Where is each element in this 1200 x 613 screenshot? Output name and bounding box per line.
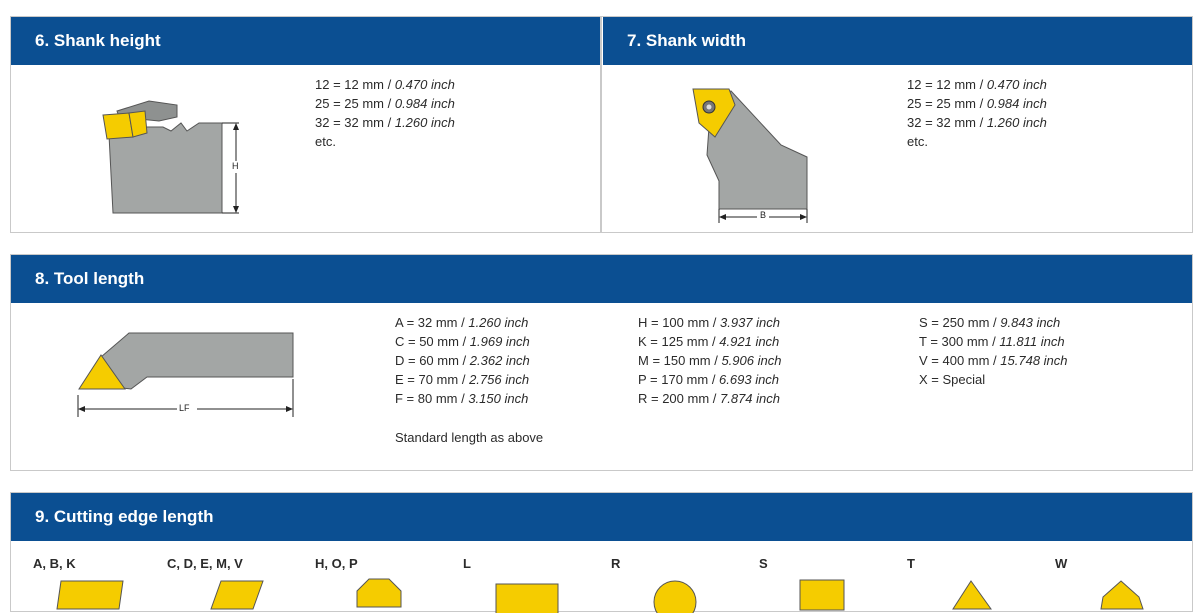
standard-length-note: Standard length as above bbox=[395, 430, 544, 445]
value-line: X = Special bbox=[919, 372, 986, 387]
value-line: V = 400 mm / 15.748 inch bbox=[919, 353, 1068, 368]
trigon-insert-icon bbox=[1099, 579, 1145, 609]
shank-width-diagram bbox=[689, 85, 829, 235]
shank-width-values bbox=[907, 75, 1047, 151]
tool-length-panel bbox=[10, 254, 1193, 471]
value-line: 32 = 32 mm / 1.260 inch bbox=[315, 115, 455, 130]
shape-label-cdemv: C, D, E, M, V bbox=[167, 556, 243, 571]
round-insert-icon bbox=[653, 579, 699, 609]
shank-width-label: B bbox=[760, 210, 767, 220]
section-8-header bbox=[11, 255, 1192, 303]
value-line: K = 125 mm / 4.921 inch bbox=[638, 334, 780, 349]
value-line: etc. bbox=[315, 134, 336, 149]
parallelogram-insert-icon bbox=[55, 579, 125, 609]
value-line: etc. bbox=[907, 134, 928, 149]
tool-length-column-2 bbox=[638, 313, 781, 408]
shape-label-r: R bbox=[611, 556, 621, 571]
value-line: M = 150 mm / 5.906 inch bbox=[638, 353, 782, 368]
value-line: R = 200 mm / 7.874 inch bbox=[638, 391, 780, 406]
value-line: C = 50 mm / 1.969 inch bbox=[395, 334, 530, 349]
value-line: A = 32 mm / 1.260 inch bbox=[395, 315, 529, 330]
section-9-title: 9. Cutting edge length bbox=[35, 507, 214, 526]
value-line: 32 = 32 mm / 1.260 inch bbox=[907, 115, 1047, 130]
section-6-title: 6. Shank height bbox=[35, 31, 161, 50]
value-line: 25 = 25 mm / 0.984 inch bbox=[315, 96, 455, 111]
shank-height-values bbox=[315, 75, 455, 151]
tool-length-column-1 bbox=[395, 313, 530, 408]
value-line: S = 250 mm / 9.843 inch bbox=[919, 315, 1061, 330]
shape-label-s: S bbox=[759, 556, 768, 571]
triangular-insert-icon bbox=[953, 579, 993, 609]
value-line: T = 300 mm / 11.811 inch bbox=[919, 334, 1065, 349]
shank-panel bbox=[10, 16, 1193, 233]
section-9-header bbox=[11, 493, 1192, 541]
tool-length-label: LF bbox=[179, 403, 190, 413]
section-7-title: 7. Shank width bbox=[627, 31, 747, 50]
cutting-edge-panel bbox=[10, 492, 1193, 612]
section-6-header bbox=[11, 17, 600, 65]
rhombic-insert-icon bbox=[207, 579, 267, 609]
tool-length-column-3 bbox=[919, 313, 1068, 389]
value-line: H = 100 mm / 3.937 inch bbox=[638, 315, 780, 330]
polygon-insert-icon bbox=[357, 577, 407, 607]
section-7-header bbox=[603, 17, 1192, 65]
rectangular-insert-icon bbox=[495, 583, 561, 613]
square-insert-icon bbox=[799, 579, 847, 609]
value-line: E = 70 mm / 2.756 inch bbox=[395, 372, 530, 387]
value-line: 12 = 12 mm / 0.470 inch bbox=[315, 77, 455, 92]
value-line: P = 170 mm / 6.693 inch bbox=[638, 372, 780, 387]
section-divider bbox=[600, 17, 602, 232]
shape-label-w: W bbox=[1055, 556, 1068, 571]
section-8-title: 8. Tool length bbox=[35, 269, 145, 288]
value-line: 25 = 25 mm / 0.984 inch bbox=[907, 96, 1047, 111]
shape-label-abk: A, B, K bbox=[33, 556, 76, 571]
value-line: D = 60 mm / 2.362 inch bbox=[395, 353, 530, 368]
shape-label-l: L bbox=[463, 556, 471, 571]
shape-label-hop: H, O, P bbox=[315, 556, 358, 571]
tool-length-diagram bbox=[73, 329, 313, 429]
shape-label-t: T bbox=[907, 556, 915, 571]
value-line: F = 80 mm / 3.150 inch bbox=[395, 391, 529, 406]
value-line: 12 = 12 mm / 0.470 inch bbox=[907, 77, 1047, 92]
shank-height-label: H bbox=[232, 161, 239, 171]
